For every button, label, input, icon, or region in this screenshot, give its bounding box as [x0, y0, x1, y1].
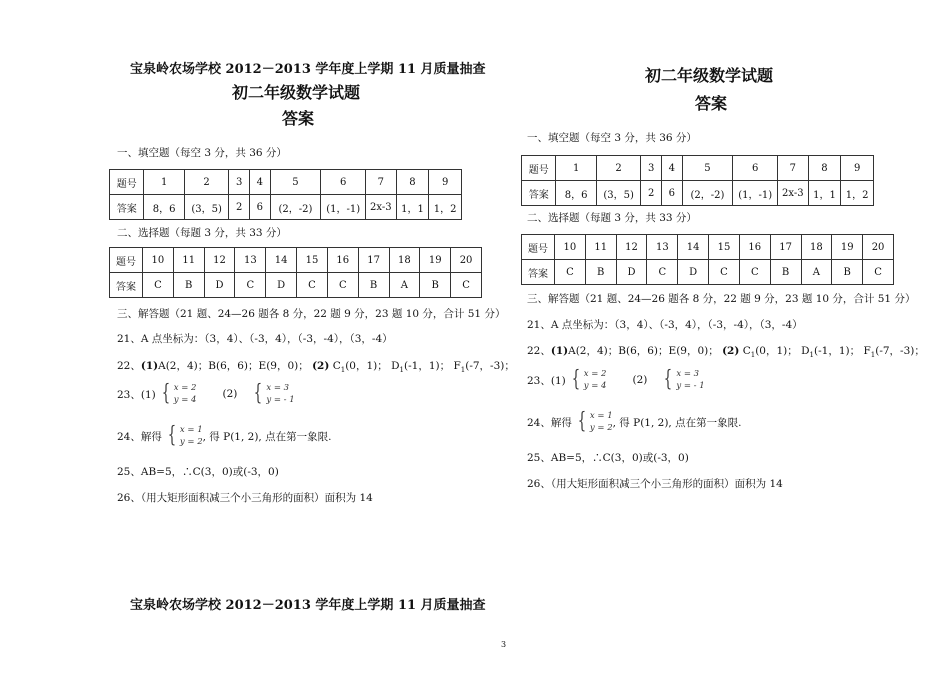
table-cell: 7	[366, 170, 397, 195]
table-cell: C	[647, 260, 678, 285]
choice-answer-table	[109, 247, 482, 298]
q22-f-point: $F_1(-7$，-3)；	[453, 360, 515, 375]
q23-system-2: { x = 3 y = - 1	[254, 381, 295, 406]
choice-answer-table	[521, 234, 894, 285]
table-cell: 13	[647, 235, 678, 260]
q23-system-1: { x = 2 y = 4	[571, 367, 607, 392]
table-cell: 19	[420, 248, 451, 273]
table-cell: 14	[678, 235, 709, 260]
table-row	[110, 273, 482, 298]
table-cell: 1，2	[429, 195, 462, 220]
q22-d-point: $D_1(-1$，1)；	[801, 345, 861, 360]
exam-title: 初二年级数学试题	[232, 83, 361, 102]
q24-answer	[527, 410, 741, 434]
table-cell: (3，5)	[596, 181, 640, 206]
table-cell: B	[358, 273, 389, 298]
choice-section-heading: 二、选择题（每题 3 分，共 33 分）	[117, 227, 287, 239]
table-cell: C	[297, 273, 328, 298]
table-cell: D	[678, 260, 709, 285]
table-cell: 8，6	[556, 181, 596, 206]
school-title: 宝泉岭农场学校 2012－2013 学年度上学期 11 月质量抽查	[130, 62, 486, 77]
table-row	[522, 156, 874, 181]
q25-answer: 25、AB=5，∴C(3，0)或(-3，0)	[527, 452, 689, 464]
q22-part1-text: A(2，4)；B(6，6)；E(9，0)；	[568, 345, 719, 357]
table-cell: 2	[184, 170, 228, 195]
table-cell: 5	[270, 170, 321, 195]
table-cell: 3	[229, 170, 250, 195]
table-cell: C	[451, 273, 482, 298]
table-cell: 11	[173, 248, 204, 273]
table-cell: D	[204, 273, 235, 298]
table-cell: 18	[801, 235, 832, 260]
right-page	[475, 0, 950, 694]
table-cell: 1，2	[841, 181, 874, 206]
q24-prefix: 24、解得	[527, 416, 572, 429]
table-cell: 12	[204, 248, 235, 273]
solve-section-heading: 三、解答题（21 题、24—26 题各 8 分，22 题 9 分，23 题 10 分，合计 51 分）	[527, 293, 916, 305]
table-cell: 17	[358, 248, 389, 273]
table-cell: D	[266, 273, 297, 298]
table-cell: 2	[641, 181, 662, 206]
q25-answer: 25、AB=5，∴C(3，0)或(-3，0)	[117, 466, 279, 478]
q23-prefix: 23、(1)	[117, 388, 156, 401]
school-title-footer: 宝泉岭农场学校 2012－2013 学年度上学期 11 月质量抽查	[130, 598, 486, 613]
table-cell: 4	[661, 156, 682, 181]
table-header-cell: 答案	[522, 181, 556, 206]
table-cell: C	[709, 260, 740, 285]
table-cell: 4	[249, 170, 270, 195]
q24-suffix: , 得 P(1, 2), 点在第一象限.	[202, 430, 332, 443]
table-header-cell: 答案	[110, 273, 143, 298]
q23-part2-label: (2)	[632, 374, 648, 386]
table-cell: 20	[451, 248, 482, 273]
table-cell: 20	[863, 235, 894, 260]
table-row	[522, 235, 894, 260]
table-cell: C	[555, 260, 586, 285]
table-row	[110, 248, 482, 273]
q22-answer	[527, 343, 925, 359]
table-cell: 18	[389, 248, 420, 273]
choice-section-heading: 二、选择题（每题 3 分，共 33 分）	[527, 212, 697, 224]
table-cell: B	[585, 260, 616, 285]
table-cell: C	[863, 260, 894, 285]
table-cell: B	[420, 273, 451, 298]
q24-suffix: , 得 P(1, 2), 点在第一象限.	[612, 416, 742, 429]
q23-system-2: { x = 3 y = - 1	[664, 367, 705, 392]
table-cell: 1	[556, 156, 596, 181]
table-cell: 6	[661, 181, 682, 206]
table-cell: A	[801, 260, 832, 285]
table-cell: 1，1	[808, 181, 841, 206]
page-number: 3	[501, 640, 507, 649]
table-header-cell: 题号	[522, 235, 555, 260]
table-cell: 8	[808, 156, 841, 181]
table-cell: 9	[841, 156, 874, 181]
table-cell: (1，-1)	[733, 181, 778, 206]
q22-part2-label: (2)	[312, 360, 330, 372]
q22-part1-label: (1)	[140, 360, 159, 372]
q24-prefix: 24、解得	[117, 430, 162, 443]
q23-prefix: 23、(1)	[527, 374, 566, 387]
q24-system: { x = 1 y = 2	[577, 409, 613, 434]
table-cell: 11	[585, 235, 616, 260]
table-row	[110, 170, 462, 195]
table-cell: 12	[616, 235, 647, 260]
q21-answer: 21、A 点坐标为：（3，4）、（-3，4），（-3，-4），（3，-4）	[527, 319, 803, 331]
table-cell: 2	[596, 156, 640, 181]
table-header-cell: 答案	[110, 195, 144, 220]
q22-prefix: 22、	[117, 360, 141, 372]
q22-prefix: 22、	[527, 345, 551, 357]
table-row	[522, 181, 874, 206]
q23-answer	[527, 368, 705, 392]
table-cell: 10	[555, 235, 586, 260]
table-cell: (3，5)	[184, 195, 228, 220]
table-header-cell: 题号	[110, 170, 144, 195]
table-cell: 3	[641, 156, 662, 181]
q24-system: { x = 1 y = 2	[167, 423, 203, 448]
table-cell: 6	[733, 156, 778, 181]
table-cell: 16	[327, 248, 358, 273]
table-cell: 1	[144, 170, 184, 195]
table-cell: 2	[229, 195, 250, 220]
table-cell: 6	[321, 170, 366, 195]
q22-answer	[117, 358, 515, 374]
q22-f-point: $F_1(-7$，-3)；	[863, 345, 925, 360]
table-header-cell: 答案	[522, 260, 555, 285]
table-cell: 13	[235, 248, 266, 273]
table-cell: A	[389, 273, 420, 298]
answer-heading: 答案	[282, 109, 315, 128]
table-cell: 10	[143, 248, 174, 273]
table-cell: 8，6	[144, 195, 184, 220]
q22-part1-text: A(2，4)；B(6，6)；E(9，0)；	[158, 360, 309, 372]
q22-c-point: $C_1(0$，1)；	[742, 345, 798, 360]
table-cell: 14	[266, 248, 297, 273]
table-cell: B	[173, 273, 204, 298]
q26-answer: 26、（用大矩形面积减三个小三角形的面积）面积为 14	[117, 492, 373, 504]
q22-part1-label: (1)	[550, 345, 569, 357]
table-cell: B	[832, 260, 863, 285]
table-cell: D	[616, 260, 647, 285]
fill-answer-table	[109, 169, 462, 220]
fill-section-heading: 一、填空题（每空 3 分，共 36 分）	[527, 132, 697, 144]
q23-system-1: { x = 2 y = 4	[161, 381, 197, 406]
table-cell: 5	[682, 156, 733, 181]
table-cell: 15	[297, 248, 328, 273]
q26-answer: 26、（用大矩形面积减三个小三角形的面积）面积为 14	[527, 478, 783, 490]
table-cell: 19	[832, 235, 863, 260]
table-cell: (1，-1)	[321, 195, 366, 220]
table-cell: 16	[739, 235, 770, 260]
table-cell: 17	[770, 235, 801, 260]
table-cell: 2x-3	[778, 181, 809, 206]
table-row	[522, 260, 894, 285]
table-cell: 8	[396, 170, 429, 195]
q22-d-point: $D_1(-1$，1)；	[391, 360, 451, 375]
q22-c-point: $C_1(0$，1)；	[332, 360, 388, 375]
table-cell: 7	[778, 156, 809, 181]
fill-answer-table	[521, 155, 874, 206]
table-header-cell: 题号	[110, 248, 143, 273]
q23-answer	[117, 382, 295, 406]
table-cell: 9	[429, 170, 462, 195]
table-cell: B	[770, 260, 801, 285]
table-cell: (2，-2)	[270, 195, 321, 220]
fill-section-heading: 一、填空题（每空 3 分，共 36 分）	[117, 147, 287, 159]
q24-answer	[117, 424, 331, 448]
table-cell: C	[739, 260, 770, 285]
q23-part2-label: (2)	[222, 388, 238, 400]
table-cell: C	[235, 273, 266, 298]
table-cell: (2，-2)	[682, 181, 733, 206]
table-cell: 1，1	[396, 195, 429, 220]
table-row	[110, 195, 462, 220]
solve-section-heading: 三、解答题（21 题、24—26 题各 8 分，22 题 9 分，23 题 10 分，合计 51 分）	[117, 308, 506, 320]
table-cell: 6	[249, 195, 270, 220]
answer-heading: 答案	[695, 94, 728, 113]
table-header-cell: 题号	[522, 156, 556, 181]
table-cell: C	[143, 273, 174, 298]
q21-answer: 21、A 点坐标为：（3，4）、（-3，4），（-3，-4），（3，-4）	[117, 333, 393, 345]
exam-title: 初二年级数学试题	[645, 66, 774, 85]
table-cell: 2x-3	[366, 195, 397, 220]
q22-part2-label: (2)	[722, 345, 740, 357]
table-cell: 15	[709, 235, 740, 260]
table-cell: C	[327, 273, 358, 298]
